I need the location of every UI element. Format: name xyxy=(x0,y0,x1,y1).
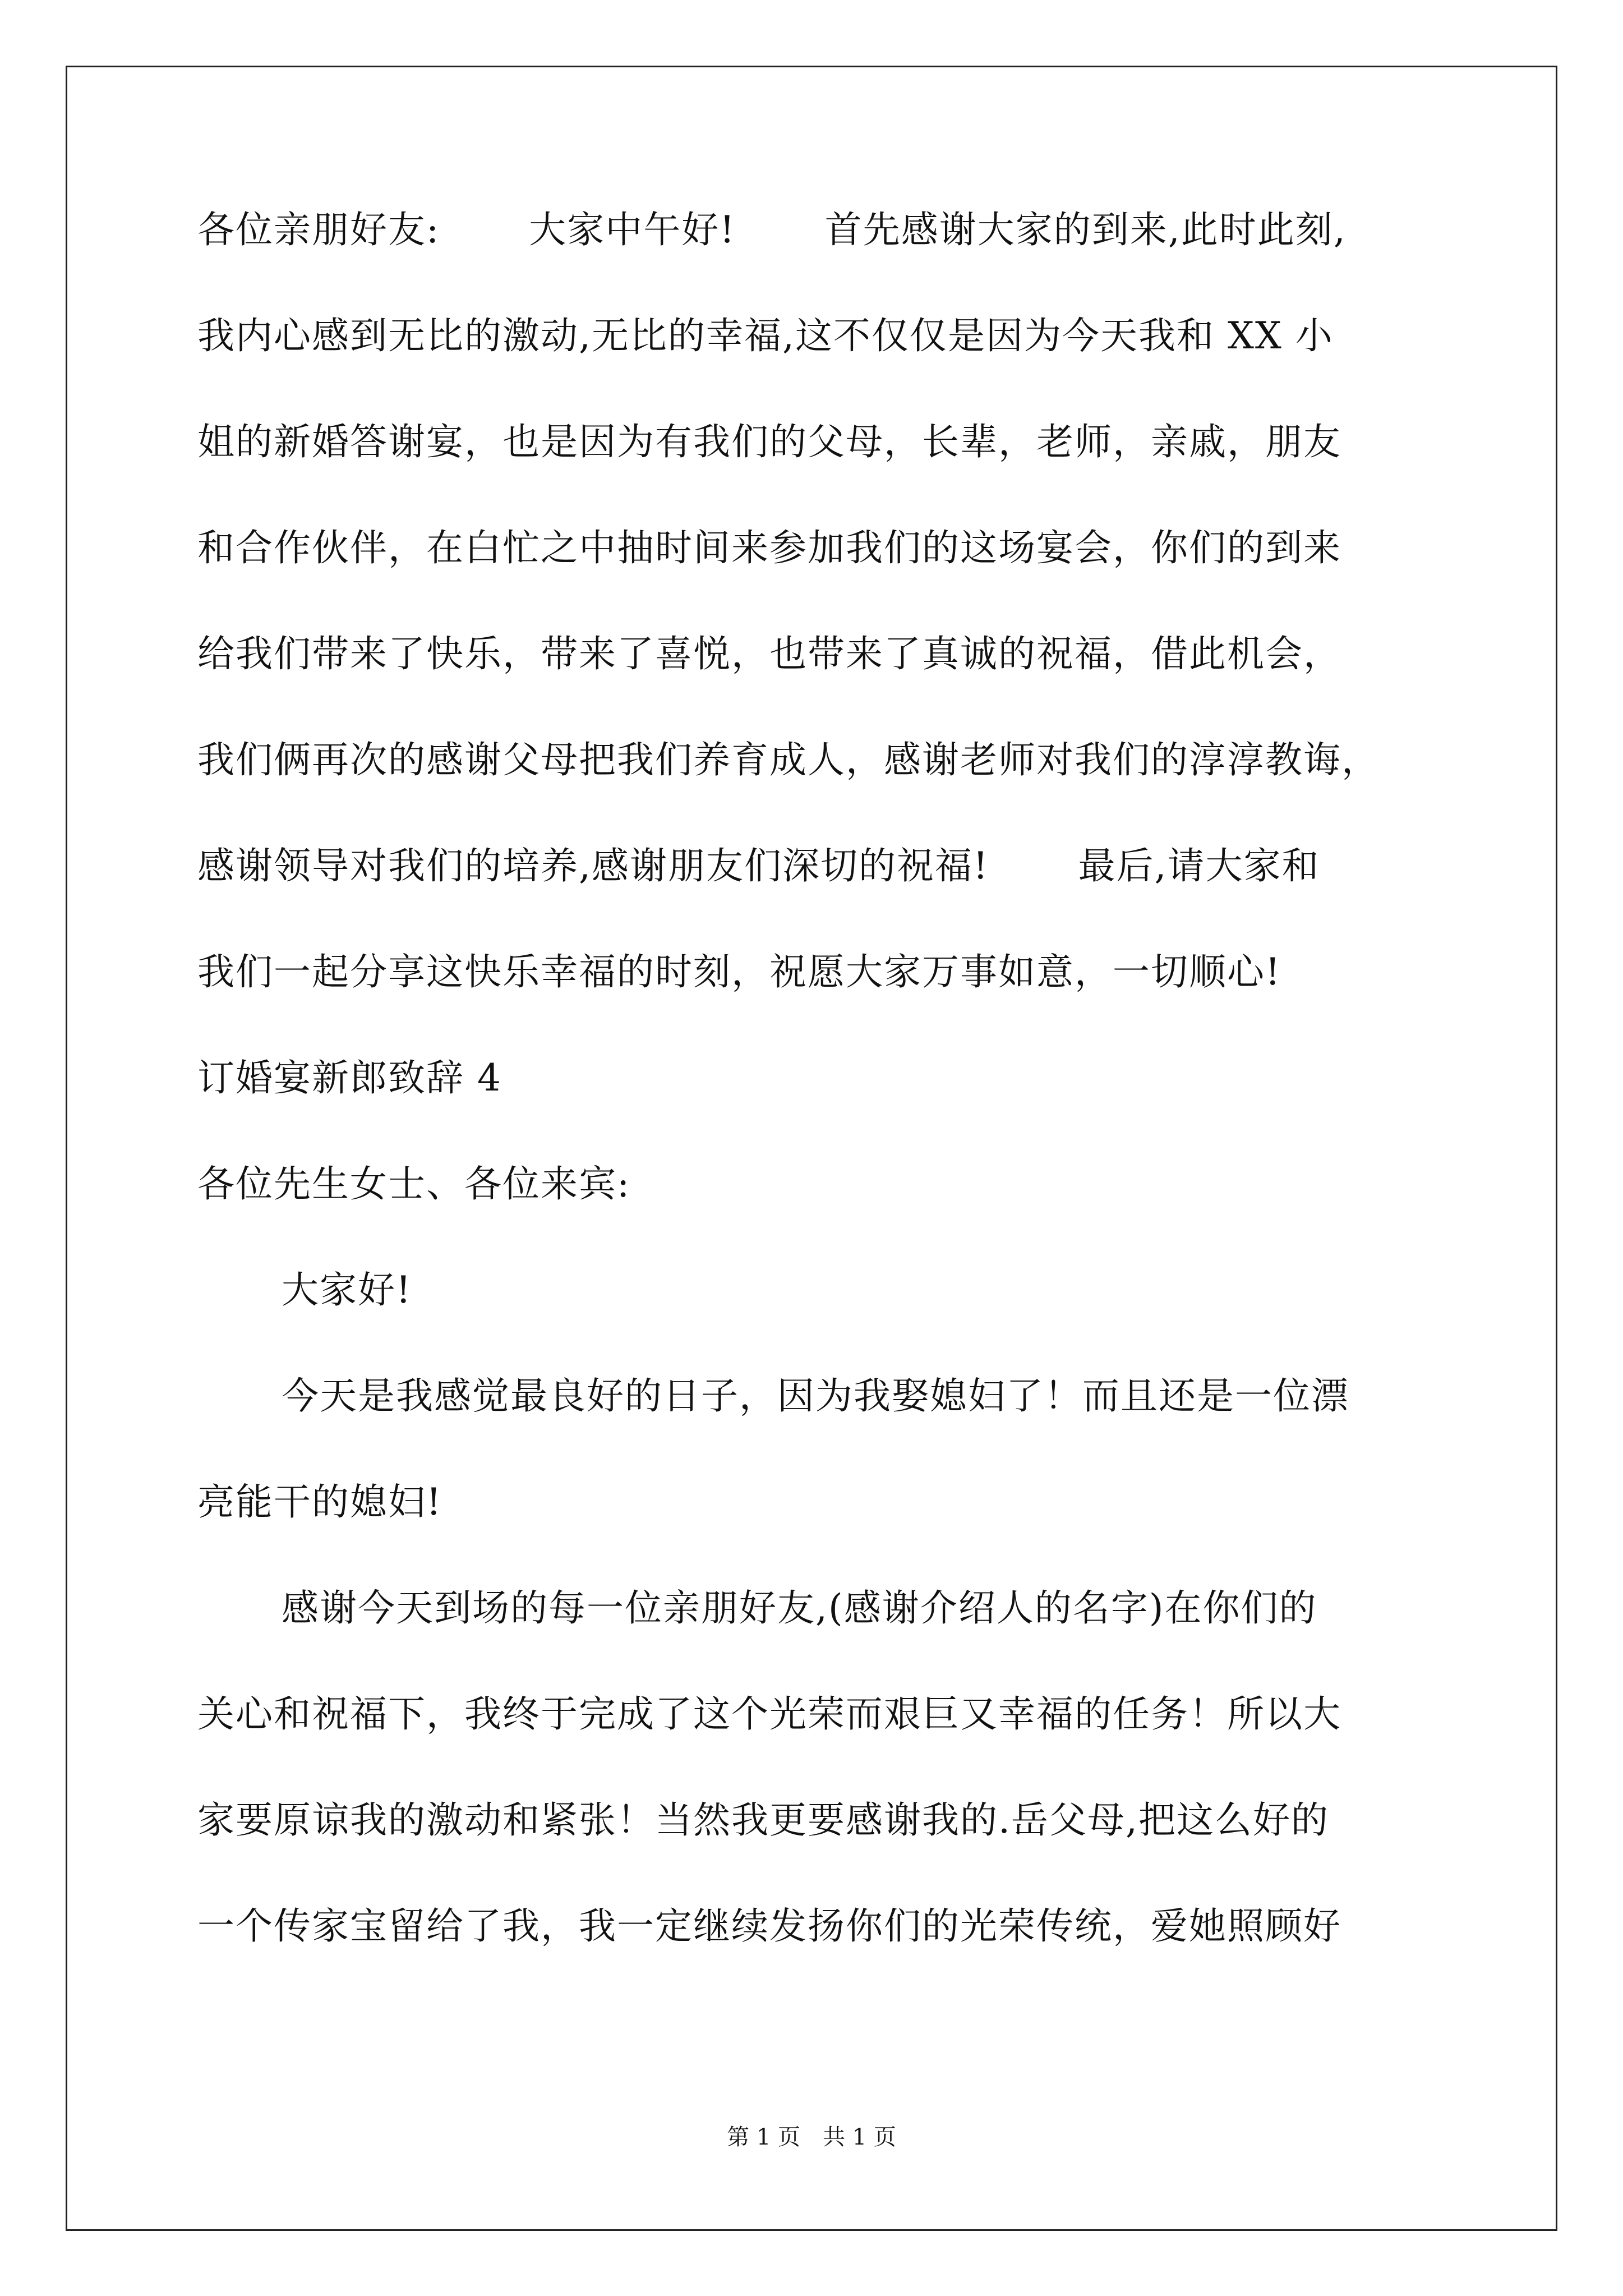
paragraph-line: 各位亲朋好友: 大家中午好! 首先感谢大家的到来,此时此刻, xyxy=(197,208,1347,251)
salutation: 各位先生女士、各位来宾: xyxy=(197,1162,631,1205)
paragraph-line: 和合作伙伴，在白忙之中抽时间来参加我们的这场宴会，你们的到来 xyxy=(197,526,1341,569)
paragraph-line: 今天是我感觉最良好的日子，因为我娶媳妇了！而且还是一位漂 xyxy=(282,1374,1349,1418)
paragraph-line: 我们一起分享这快乐幸福的时刻，祝愿大家万事如意，一切顺心! xyxy=(197,950,1281,993)
paragraph-line: 给我们带来了快乐，带来了喜悦，也带来了真诚的祝福，借此机会， xyxy=(197,632,1341,675)
paragraph-line: 姐的新婚答谢宴，也是因为有我们的父母，长辈，老师，亲戚，朋友 xyxy=(197,420,1341,463)
page-footer xyxy=(0,2123,1623,2151)
paragraph-line: 感谢今天到场的每一位亲朋好友,(感谢介绍人的名字)在你们的 xyxy=(282,1586,1317,1630)
paragraph-line: 关心和祝福下，我终于完成了这个光荣而艰巨又幸福的任务！所以大 xyxy=(197,1692,1341,1736)
paragraph-line: 一个传家宝留给了我，我一定继续发扬你们的光荣传统，爱她照顾好 xyxy=(197,1904,1341,1948)
paragraph-line: 家要原谅我的激动和紧张！当然我更要感谢我的.岳父母,把这么好的 xyxy=(197,1798,1329,1842)
section-heading: 订婚宴新郎致辞 4 xyxy=(197,1056,502,1099)
greeting: 大家好! xyxy=(282,1268,412,1312)
paragraph-line: 感谢领导对我们的培养,感谢朋友们深切的祝福! 最后,请大家和 xyxy=(197,844,1320,887)
page-number: 第 1 页 xyxy=(727,2124,800,2150)
paragraph-line: 我们俩再次的感谢父母把我们养育成人，感谢老师对我们的淳淳教诲， xyxy=(197,738,1380,781)
paragraph-line: 亮能干的媳妇! xyxy=(197,1480,442,1524)
page-count: 共 1 页 xyxy=(823,2124,896,2150)
paragraph-line: 我内心感到无比的激动,无比的幸福,这不仅仅是因为今天我和 XX 小 xyxy=(197,314,1334,357)
